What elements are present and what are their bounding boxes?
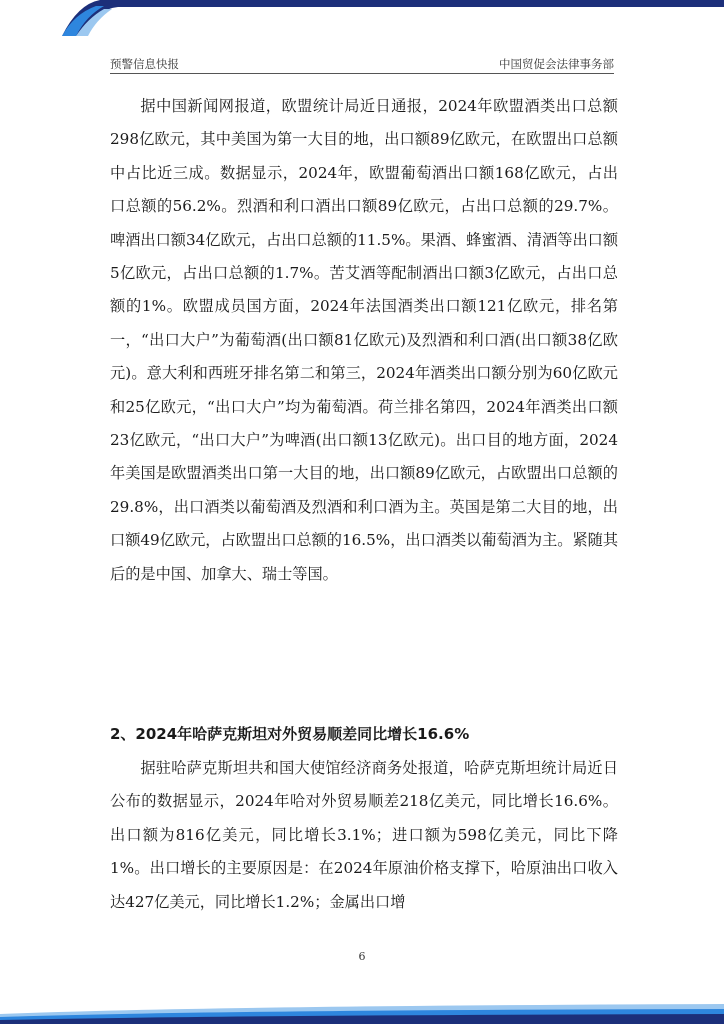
header-left-title: 预警信息快报	[110, 57, 179, 71]
page-header	[110, 50, 614, 72]
header-right-title: 中国贸促会法律事务部	[499, 57, 614, 71]
page-number: 6	[358, 950, 366, 963]
section-heading: 2、2024年哈萨克斯坦对外贸易顺差同比增长16.6%	[110, 725, 470, 743]
section-body	[110, 752, 618, 919]
top-decoration-band	[0, 0, 724, 36]
article-body	[110, 90, 618, 591]
paragraph: 据中国新闻网报道，欧盟统计局近日通报，2024年欧盟酒类出口总额298亿欧元，其中美国为第一大目的地，出口额89亿欧元，在欧盟出口总额中占比近三成。数据显示，2024年，欧盟葡萄酒出口额168亿欧元，占出口总额的56.2%。烈酒和利口酒出口额89亿欧元，占出口总额的29.7%。啤酒出口额34亿欧元，占出口总额的11.5%。果酒、蜂蜜酒、清酒等出口额5亿欧元，占出口总额的1.7%。苦艾酒等配制酒出口额3亿欧元，占出口总额的1%。欧盟成员国方面，2024年法国酒类出口额121亿欧元，排名第一，“出口大户”为葡萄酒(出口额81亿欧元)及烈酒和利口酒(出口额38亿欧元)。意大利和西班牙排名第二和第三，2024年酒类出口额分别为60亿欧元和25亿欧元，“出口大户”均为葡萄酒。荷兰排名第四，2024年酒类出口额23亿欧元，“出口大户”为啤酒(出口额13亿欧元)。出口目的地方面，2024年美国是欧盟酒类出口第一大目的地，出口额89亿欧元，占欧盟出口总额的29.8%，出口酒类以葡萄酒及烈酒和利口酒为主。英国是第二大目的地，出口额49亿欧元，占欧盟出口总额的16.5%，出口酒类以葡萄酒为主。紧随其后的是中国、加拿大、瑞士等国。	[110, 97, 619, 583]
header-divider	[110, 73, 614, 74]
paragraph: 据驻哈萨克斯坦共和国大使馆经济商务处报道，哈萨克斯坦统计局近日公布的数据显示，2024年哈对外贸易顺差218亿美元，同比增长16.6%。出口额为816亿美元，同比增长3.1%；进口额为598亿美元，同比下降1%。出口增长的主要原因是：在2024年原油价格支撑下，哈原油出口收入达427亿美元，同比增长1.2%；金属出口增	[110, 759, 618, 911]
bottom-decoration-band	[0, 984, 724, 1024]
